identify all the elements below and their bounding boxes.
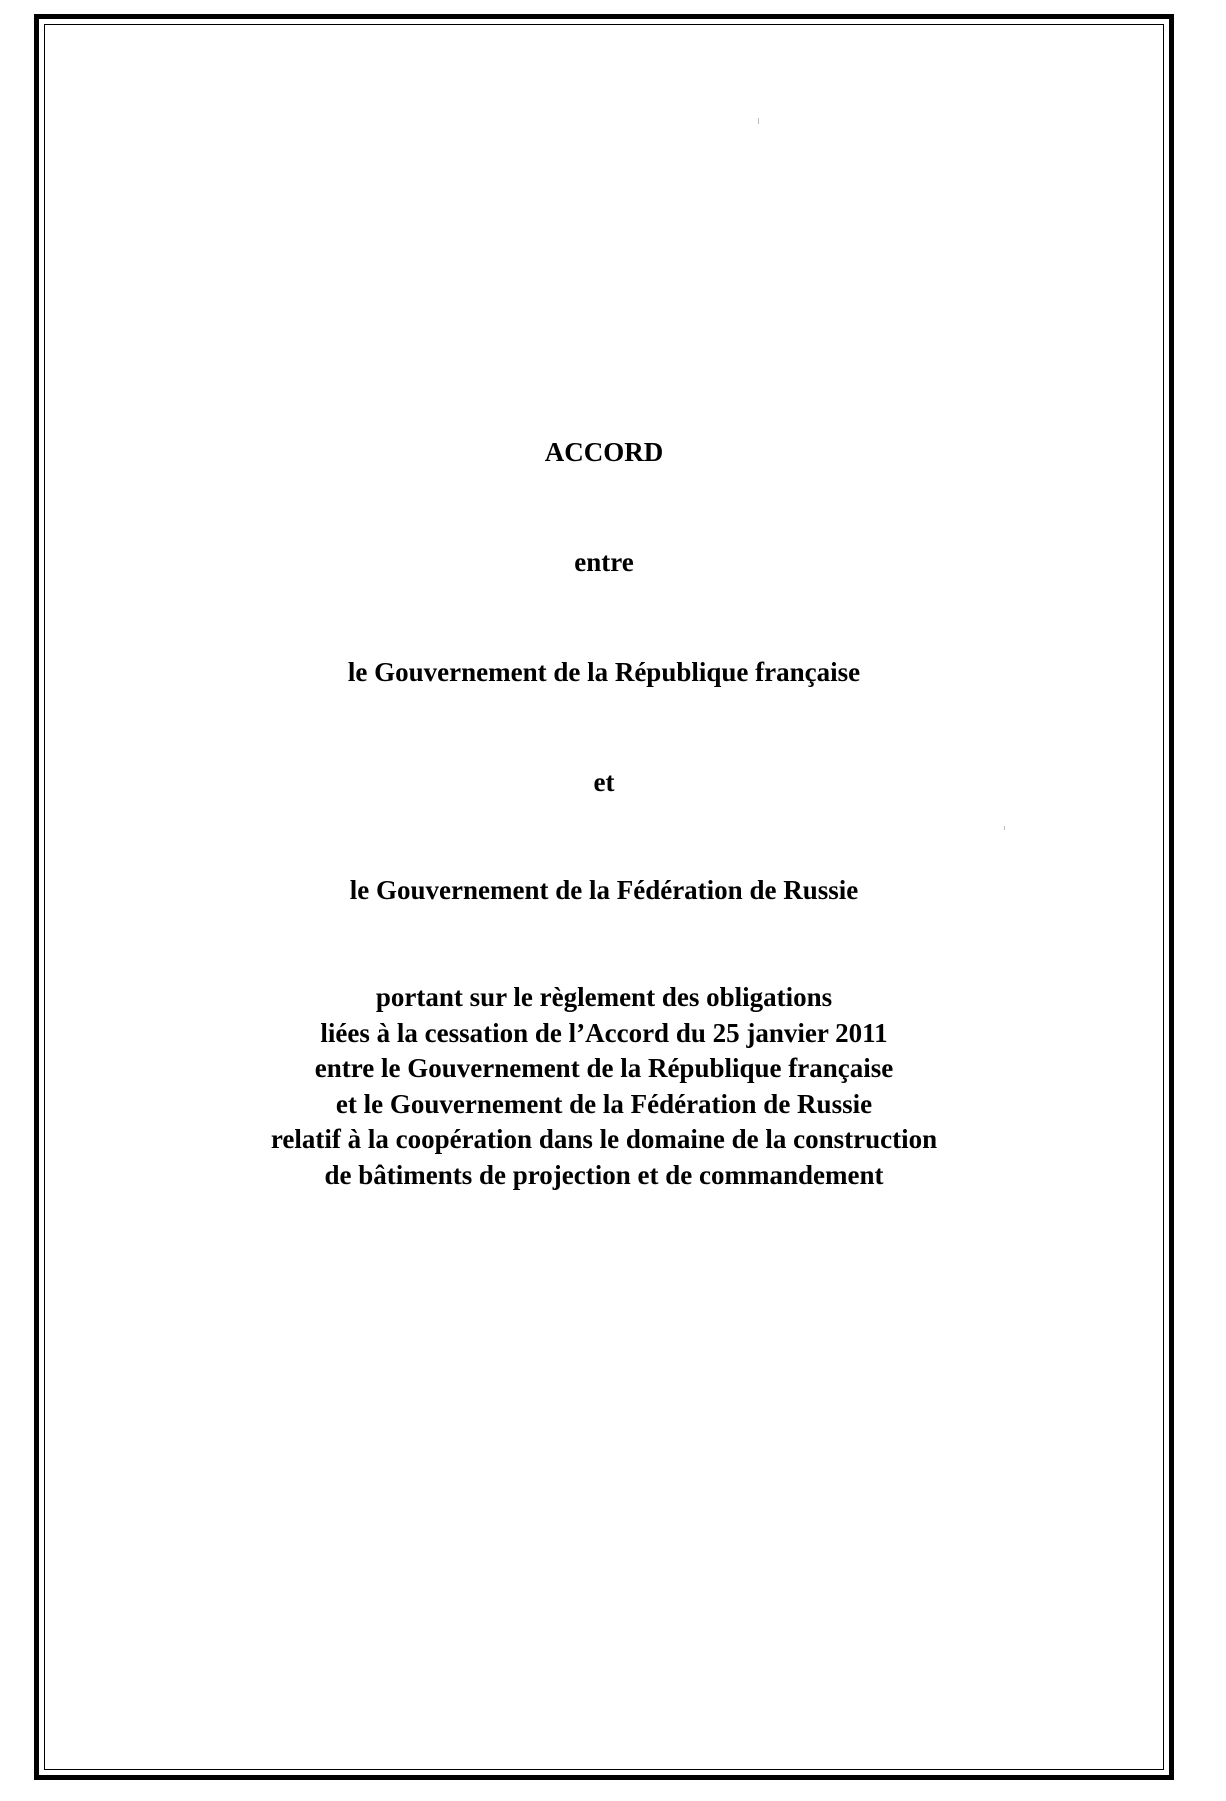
subject-line: liées à la cessation de l’Accord du 25 janvier 2011 <box>320 1017 888 1048</box>
scan-artifact <box>758 118 759 124</box>
subject-block <box>44 980 1164 1193</box>
party-france: le Gouvernement de la République française <box>347 657 861 687</box>
document-title: ACCORD <box>544 437 664 467</box>
subject-line: de bâtiments de projection et de commandement <box>324 1159 884 1190</box>
scan-artifact <box>1004 826 1005 830</box>
subject-line: relatif à la coopération dans le domaine de la construction <box>270 1124 938 1154</box>
subject-line: et le Gouvernement de la Fédération de Russie <box>335 1088 873 1119</box>
subject-line: portant sur le règlement des obligations <box>375 982 833 1012</box>
connector-entre: entre <box>574 547 634 577</box>
connector-et: et <box>593 767 615 797</box>
party-russia: le Gouvernement de la Fédération de Russie <box>349 875 859 905</box>
subject-line: entre le Gouvernement de la République française <box>314 1053 894 1083</box>
